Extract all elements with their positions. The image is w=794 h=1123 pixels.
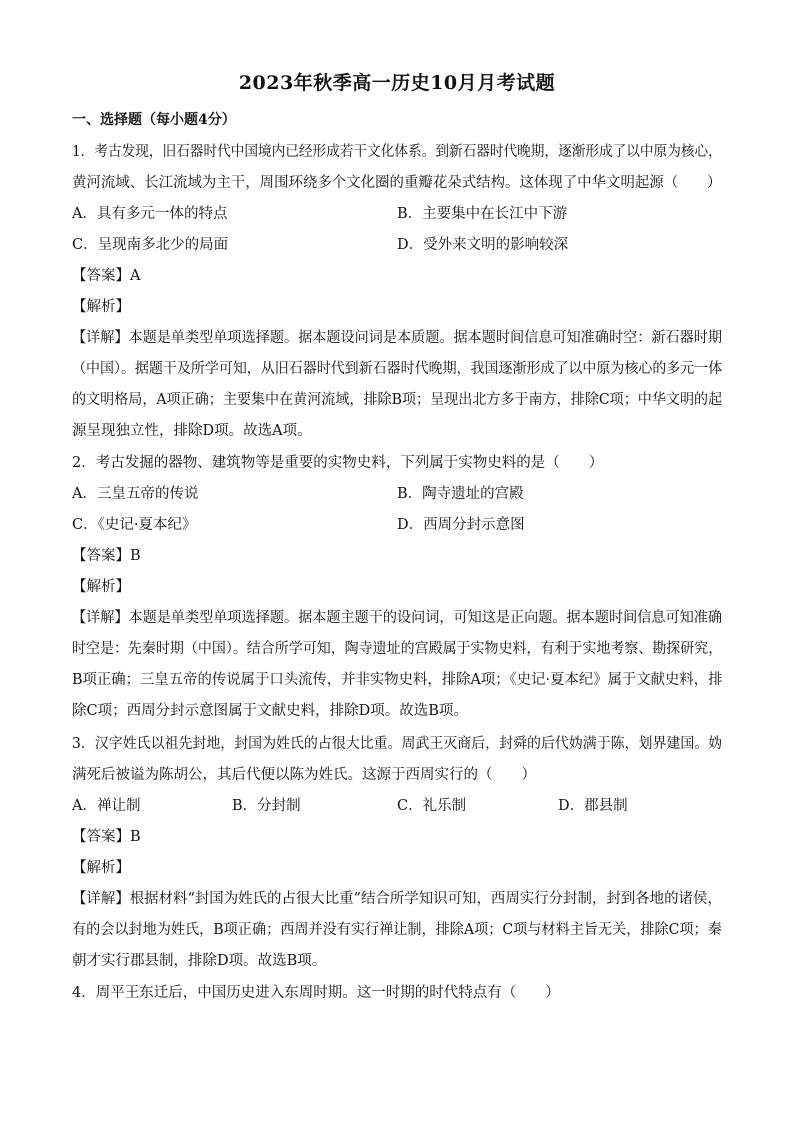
q3-analysis-label: 【解析】: [72, 860, 130, 876]
q4-stem-line-1: 4．周平王东迁后，中国历史进入东周时期。这一时期的时代特点有（ ）: [72, 985, 560, 1001]
q3-option-c: C．礼乐制: [397, 798, 467, 814]
q3-stem-line-2: 满死后被谥为陈胡公，其后代便以陈为姓氏。这源于西周实行的（ ）: [72, 767, 536, 783]
q1-stem-line-2: 黄河流域、长江流域为主干，周围环绕多个文化圈的重瓣花朵式结构。这体现了中华文明起源（ ）: [72, 175, 722, 191]
q3-stem-line-1: 3．汉字姓氏以祖先封地，封国为姓氏的占很大比重。周武王灭商后，封舜的后代妫满于陈，划界建国。妫: [72, 736, 723, 752]
q2-stem-line-1: 2．考古发掘的器物、建筑物等是重要的实物史料，下列属于实物史料的是（ ）: [72, 455, 604, 471]
q2-detail-line-4: 除C项；西周分封示意图属于文献史料，排除D项。故选B项。: [72, 703, 468, 719]
page-title: 2023年秋季高一历史10月月考试题: [238, 72, 556, 94]
q2-detail-line-3: B项正确；三皇五帝的传说属于口头流传，并非实物史料，排除A项；《史记·夏本纪》属于文献史料，排: [72, 672, 723, 688]
q2-answer: 【答案】B: [72, 548, 141, 564]
q2-option-d: D．西周分封示意图: [397, 517, 525, 533]
q1-detail-line-4: 源呈现独立性，排除D项。故选A项。: [72, 423, 312, 439]
q1-analysis-label: 【解析】: [72, 299, 130, 315]
q1-detail-line-3: 的文明格局，A项正确；主要集中在黄河流域，排除B项；呈现出北方多于南方，排除C项；中华文明的起: [72, 392, 723, 408]
q3-option-b: B．分封制: [232, 798, 301, 814]
q3-answer: 【答案】B: [72, 829, 141, 845]
q2-option-c: C．《史记·夏本纪》: [72, 517, 197, 533]
q3-option-d: D．郡县制: [558, 798, 628, 814]
q1-answer: 【答案】A: [72, 268, 141, 284]
q2-option-b: B．陶寺遗址的宫殿: [397, 486, 524, 502]
q3-detail-line-2: 有的会以封地为姓氏，B项正确；西周并没有实行禅让制，排除A项；C项与材料主旨无关，排除C项；秦: [72, 922, 722, 938]
q1-option-b: B．主要集中在长江中下游: [397, 206, 568, 222]
q2-analysis-label: 【解析】: [72, 579, 130, 595]
q1-detail-line-1: 【详解】本题是单类型单项选择题。据本题设问词是本质题。据本题时间信息可知准确时空：新石器时期: [72, 330, 722, 346]
q3-option-a: A．禅让制: [72, 798, 141, 814]
q1-option-a: A．具有多元一体的特点: [72, 206, 228, 222]
q1-detail-line-2: （中国）。据题干及所学可知，从旧石器时代到新石器时代晚期，我国逐渐形成了以中原为核心的多元一体: [72, 361, 723, 377]
q3-detail-line-1: 【详解】根据材料“封国为姓氏的占很大比重”结合所学知识可知，西周实行分封制，封到各地的诸侯，: [72, 891, 722, 907]
q3-detail-line-3: 朝才实行郡县制，排除D项。故选B项。: [72, 953, 327, 969]
q1-option-c: C．呈现南多北少的局面: [72, 237, 229, 253]
q2-detail-line-2: 时空是：先秦时期（中国）。结合所学可知，陶寺遗址的宫殿属于实物史料，有利于实地考察、勘探研究，: [72, 641, 723, 657]
q2-detail-line-1: 【详解】本题是单类型单项选择题。据本题主题干的设问词，可知这是正向题。据本题时间信息可知准确: [72, 610, 722, 626]
section-heading: 一、选择题（每小题4分）: [72, 112, 236, 128]
q2-option-a: A．三皇五帝的传说: [72, 486, 199, 502]
q1-stem-line-1: 1．考古发现，旧石器时代中国境内已经形成若干文化体系。到新石器时代晚期，逐渐形成了以中原为核心，: [72, 144, 722, 160]
q1-option-d: D．受外来文明的影响较深: [397, 237, 569, 253]
